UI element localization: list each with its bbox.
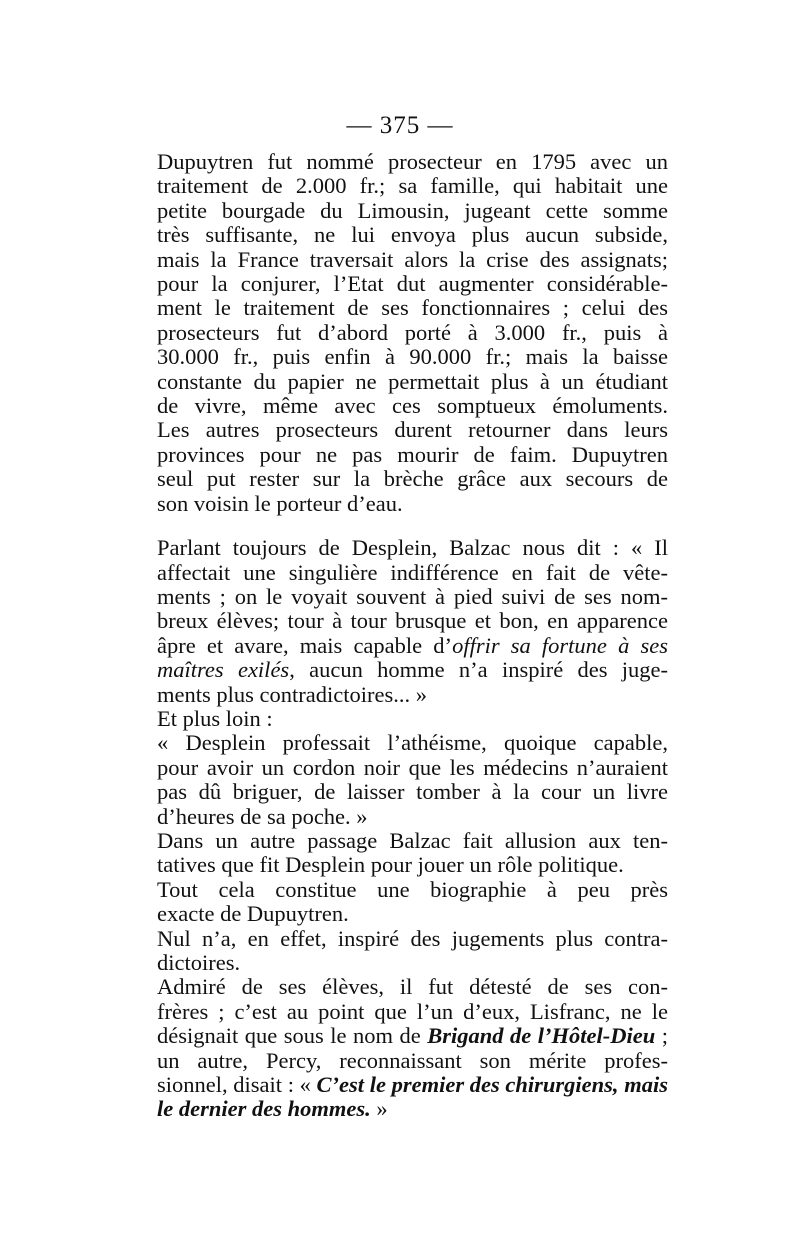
text-line: frères ; c’est au point que l’un d’eux, Lisfranc, ne le bbox=[157, 998, 668, 1024]
paragraph-nul-na bbox=[135, 927, 668, 976]
text-line: exacte de Dupuytren. bbox=[157, 901, 349, 927]
text-line: seul put rester sur la brèche grâce aux secours de bbox=[157, 466, 668, 492]
text-run: , aucun homme n’a inspiré des juge- bbox=[289, 657, 668, 683]
text-line bbox=[135, 1024, 668, 1048]
text-line: dictoires. bbox=[157, 950, 241, 975]
italic-text: Brigand de l’Hôtel-Dieu bbox=[427, 1023, 656, 1049]
text-line: constante du papier ne permettait plus à un étudiant bbox=[157, 368, 668, 394]
text-line: Dupuytren fut nommé prosecteur en 1795 avec un bbox=[157, 149, 668, 174]
paragraph-et-plus-loin bbox=[135, 707, 668, 731]
text-run: sionnel, disait : « bbox=[157, 1072, 317, 1098]
text-line: très suffisante, ne lui envoya plus aucun subside, bbox=[157, 222, 668, 248]
text-run: âpre et avare, mais capable d’ bbox=[157, 632, 453, 658]
paragraph-admire bbox=[135, 975, 668, 1121]
paragraph-autre-passage bbox=[135, 829, 668, 878]
text-line bbox=[135, 1073, 668, 1097]
text-line: de vivre, même avec ces somptueux émoluments. bbox=[157, 393, 668, 419]
text-line: ment le traitement de ses fonctionnaires ; celui des bbox=[157, 295, 668, 321]
text-line: mais la France traversait alors la crise des assignats; bbox=[157, 246, 668, 272]
text-line: prosecteurs fut d’abord porté à 3.000 fr., puis à bbox=[157, 319, 668, 345]
text-line: ments ; on le voyait souvent à pied suivi de ses nom- bbox=[157, 583, 668, 609]
text-line: son voisin le porteur d’eau. bbox=[157, 490, 403, 516]
text-line: un autre, Percy, reconnaissant son mérite profes- bbox=[157, 1047, 668, 1073]
text-line: d’heures de sa poche. » bbox=[157, 803, 368, 829]
text-line: pas dû briguer, de laisser tomber à la cour un livre bbox=[157, 779, 668, 805]
text-run: ; bbox=[655, 1023, 668, 1049]
text-line bbox=[135, 1097, 668, 1121]
text-line: tatives que fit Desplein pour jouer un rôle politique. bbox=[157, 852, 624, 878]
text-run: désignait que sous le nom de bbox=[157, 1023, 428, 1049]
text-line bbox=[135, 634, 668, 658]
text-line: breux élèves; tour à tour brusque et bon, en apparence bbox=[157, 608, 668, 634]
paragraph-biographie bbox=[135, 878, 668, 927]
text-line: Et plus loin : bbox=[157, 705, 273, 731]
paragraph-balzac-desplein bbox=[135, 536, 668, 707]
body-text bbox=[135, 150, 668, 1122]
text-line: Les autres prosecteurs durent retourner dans leurs bbox=[157, 417, 668, 443]
text-line: ments plus contradictoires... » bbox=[157, 681, 427, 707]
text-line: pour la conjurer, l’Etat dut augmenter considérable- bbox=[157, 271, 668, 297]
text-line: Nul n’a, en effet, inspiré des jugements plus contra- bbox=[157, 925, 668, 951]
italic-text: offrir sa fortune à ses bbox=[452, 632, 668, 658]
text-line: pour avoir un cordon noir que les médecins n’auraient bbox=[157, 754, 668, 780]
text-line bbox=[135, 658, 668, 682]
italic-text: le dernier des hommes. bbox=[157, 1096, 371, 1122]
text-line: Tout cela constitue une biographie à peu près bbox=[157, 876, 668, 902]
text-line: Parlant toujours de Desplein, Balzac nous dit : « Il bbox=[157, 535, 668, 561]
text-run: » bbox=[370, 1096, 388, 1122]
page-number: — 375 — bbox=[346, 112, 454, 139]
text-line: petite bourgade du Limousin, jugeant cette somme bbox=[157, 197, 668, 223]
italic-text: maîtres exilés bbox=[157, 657, 290, 683]
text-line: affectait une singulière indifférence en fait de vête- bbox=[157, 559, 668, 585]
text-line: Dans un autre passage Balzac fait allusion aux ten- bbox=[157, 827, 668, 853]
text-line: Admiré de ses élèves, il fut détesté de ses con- bbox=[157, 974, 668, 1000]
text-line: 30.000 fr., puis enfin à 90.000 fr.; mais la baisse bbox=[157, 344, 668, 370]
text-line: traitement de 2.000 fr.; sa famille, qui habitait une bbox=[157, 173, 668, 199]
text-line: provinces pour ne pas mourir de faim. Dupuytren bbox=[157, 441, 668, 467]
italic-text: C’est le premier des chirurgiens, mais bbox=[316, 1072, 668, 1098]
paragraph-dupuytren-prosecteur bbox=[135, 150, 668, 516]
text-line: « Desplein professait l’athéisme, quoique capable, bbox=[157, 730, 668, 756]
paragraph-atheisme-quote bbox=[135, 731, 668, 829]
